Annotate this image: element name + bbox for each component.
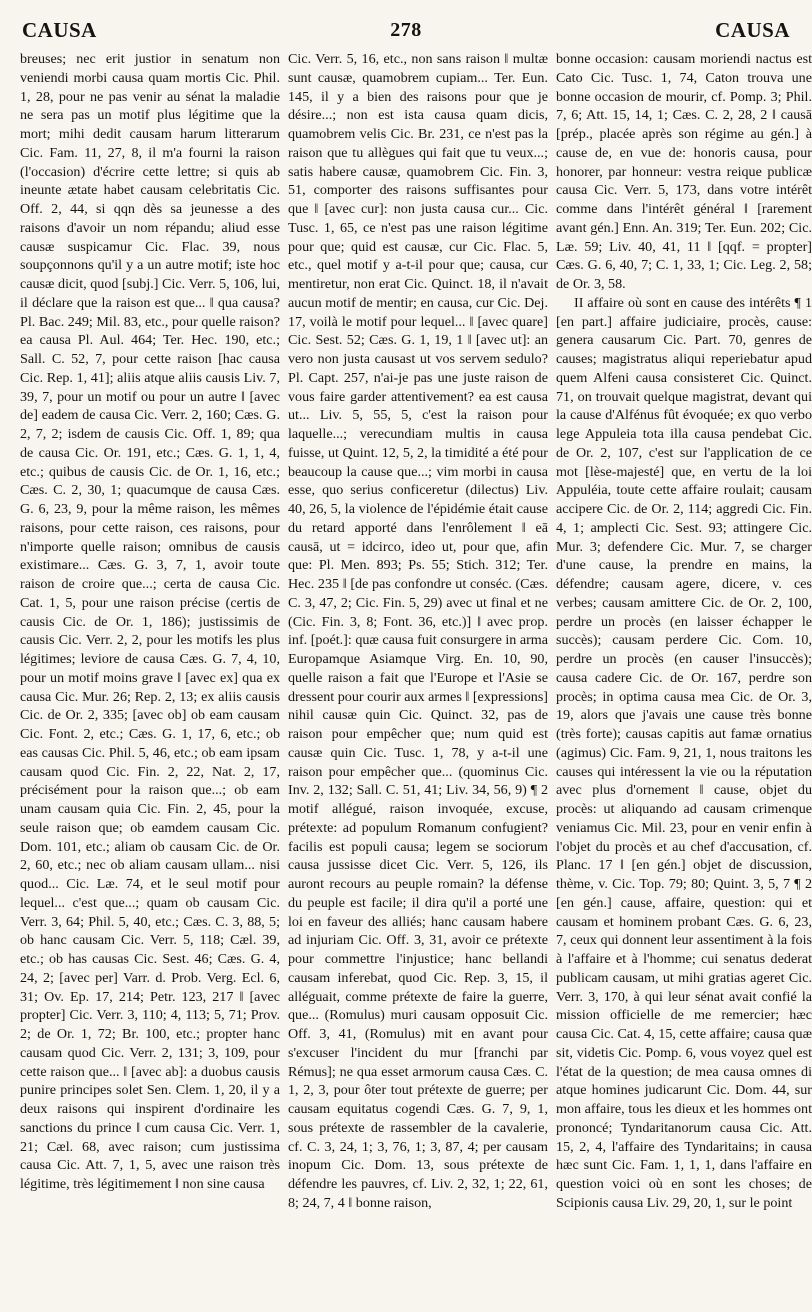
left-headword: CAUSA xyxy=(22,17,97,42)
column-3-paragraph: bonne occasion: causam moriendi nactus est Cato Cic. Tusc. 1, 74, Caton trouva une bonne occasion de mourir, cf. Pomp. 3; Phil. 7, 6; Att. 15, 14, 1; Cæs. C. 2, 28, 2 ‖ causā [prép., placée après son régime au gén.] à cause de, en vue de: honoris causa, pour honorer, par honneur: vestra reique publicæ causa Cic. Verr. 5, 173, dans votre intérêt comme dans l'intérêt général ‖ [rarement avant gén.] Enn. An. 319; Ter. Eun. 202; Cic. Læ. 59; Liv. 40, 41, 11 ‖ [qqf. = propter] Cæs. G. 6, 40, 7; C. 1, 33, 1; Cic. Leg. 2, 58; de Or. 3, 58. xyxy=(556,51,812,292)
column-1-text: breuses; nec erit justior in senatum non veniendi morbi causa quam mortis Cic. Phil. 1, 28, pour ne pas venir au sénat la maladie ne sera pas un motif plus légitime que la mort; mihi dedit causam harum litterarum Cic. Fam. 11, 27, 8, il m'a fourni la raison (l'occasion) d'écrire cette lettre; si quis ab ineunte ætate habet causam celebritatis Cic. Off. 2, 44, si qqn dès sa jeunesse a des raisons d'avoir un nom répandu; aliud esse causæ suspicamur Cic. Flac. 39, nous soupçonnons qu'il y a un autre motif; iste hoc causæ dicit, quod [subj.] Cic. Verr. 5, 106, lui, il déclare que la raison est que... ‖ qua causa? Pl. Bac. 249; Mil. 83, etc., pour quelle raison? ea causa Pl. Aul. 464; Ter. Hec. 190, etc.; Sall. C. 52, 7, pour cette raison [hac causa Cic. Rep. 1, 41]; aliis atque aliis causis Liv. 7, 39, 7, pour un motif ou pour un autre ‖ [avec de] eadem de causa Cic. Verr. 2, 160; Cæs. G. 2, 7, 2; isdem de causis Cic. Off. 1, 89; qua de causa Cic. Or. 191, etc.; Cæs. G. 1, 1, 4, etc.; quibus de causis Cic. de Or. 1, 16, etc.; Cæs. C. 2, 30, 1; quacumque de causa Cæs. G. 6, 23, 9, pour la même raison, les mêmes raisons, pour cette raison, ces raisons, pour n'importe quelle raison; omnibus de causis existimare... Cæs. G. 3, 7, 1, avoir toute raison de croire que...; certa de causa Cic. Cat. 1, 5, pour une raison précise (certis de causis Cic. de Or. 1, 186); justissimis de causis Cic. Verr. 2, 2, pour les motifs les plus légitimes; leviore de causa Cæs. G. 7, 4, 10, pour un motif moins grave ‖ [avec ex] qua ex causa Cic. Mur. 26; Rep. 2, 13; ex aliis causis Cic. de Or. 2, 335; [avec ob] ob eam causam Cic. Font. 2, etc.; Cæs. G. 1, 17, 6, etc.; ob eas causas Cic. Phil. 5, 46, etc.; ob eam ipsam causam quod Cic. Fin. 2, 22, Nat. 2, 17, précisément pour la raison que...; ob eam unam causam quia Cic. Fin. 2, 45, pour la seule raison que; ob eamdem causam Cic. Dom. 101, etc.; aliam ob causam Cic. de Or. 2, 60, etc.; nec ob aliam causam ullam... nisi quod... Cic. Læ. 74, et le seul motif pour lequel... c'est que...; quam ob causam Cic. Verr. 3, 64; Phil. 5, 40, etc.; Cæs. C. 3, 88, 5; ob hanc causam Cic. Verr. 5, 118; Cæl. 39, etc.; ob has causas Cic. Sest. 46; Cæs. G. 4, 24, 2; [avec per] Varr. d. Prob. Verg. Ecl. 6, 31; Ov. Ep. 17, 214; Petr. 123, 217 ‖ [avec propter] Cic. Verr. 3, 110; 4, 113; 5, 71; Prov. 2; de Or. 1, 72; Br. 100, etc.; propter hanc causam quod Cic. Verr. 2, 131; 3, 109, pour cette raison que... ‖ [avec ab]: a duobus causis punire principes solet Sen. Clem. 1, 20, il y a deux raisons qui inspirent d'ordinaire les sanctions du prince ‖ cum causa Cic. Verr. 1, 21; Cæl. 68, avec raison; cum justissima causa Cic. Att. 7, 1, 5, avec une raison très légitime, très légitimement ‖ non sine causa xyxy=(20,51,280,1192)
text-columns xyxy=(20,50,812,1302)
column-1 xyxy=(20,50,280,1302)
column-2-text: Cic. Verr. 5, 16, etc., non sans raison ‖ multæ sunt causæ, quamobrem cupiam... Ter. Eun. 145, il y a bien des raisons pour que je désire...; non est ista causa quam dicis, quamobrem velis Cic. Br. 231, ce n'est pas la raison que tu allègues qui fait que tu veux...; satis habere causæ, quamobrem Cic. Fin. 3, 51, comporter des raisons suffisantes pour que ‖ [avec cur]: non justa causa cur... Cic. Tusc. 1, 65, ce n'est pas une raison légitime pour que; quid est causæ, cur Cic. Flac. 5, etc., quel motif y a-t-il pour que; causa, cur mentiretur, non erat Cic. Quinct. 18, il n'avait aucun motif de mentir; en causa, cur Cic. Dej. 17, voilà le motif pour lequel... ‖ [avec quare] Cic. Sest. 52; Cæs. G. 1, 19, 1 ‖ [avec ut]: an vero non justa causast ut vos servem sedulo? Pl. Capt. 257, n'ai-je pas une juste raison de vous faire garder attentivement? ea est causa ut... Liv. 5, 55, 5, c'est la raison pour laquelle...; verecundiam multis in causa fuisse, ut Quint. 12, 5, 2, la timidité a été pour beaucoup la cause que...; vim morbi in causa esse, quo serius conficeretur (dilectus) Liv. 40, 26, 5, la violence de l'épidémie était cause du retard apporté dans l'enrôlement ‖ eā causā, ut = idcirco, ideo ut, pour que, afin que: Pl. Men. 893; Ps. 55; Stich. 312; Ter. Hec. 235 ‖ [de pas confondre ut conséc. (Cæs. C. 3, 47, 2; Cic. Fin. 5, 29) avec ut final et ne (Cic. Fin. 3, 8; Font. 36, etc.)] ‖ avec prop. inf. [poét.]: quæ causa fuit consurgere in arma Europamque Asiamque Virg. En. 10, 90, quelle raison a fait que l'Europe et l'Asie se dressent pour courir aux armes ‖ [expressions] nihil causæ quin Cic. Quinct. 32, pas de raison pour empêcher que; num quid est causæ quin Cic. Tusc. 1, 78, y a-t-il une raison pour empêcher que... (quominus Cic. Inv. 2, 132; Sall. C. 51, 41; Liv. 34, 56, 9) ¶ 2 motif allégué, raison invoquée, excuse, prétexte: ad populum Romanum confugient? facilis est populi causa; legem se sociorum causa jussisse dicet Cic. Verr. 5, 126, ils auront recours au peuple romain? la défense du peuple est facile; il dira qu'il a porté une loi en faveur des alliés; hanc causam habere ad injuriam Cic. Off. 3, 31, avoir ce prétexte pour commettre l'injustice; hanc bellandi causam inferebat, quod Cic. Rep. 3, 15, il alléguait, comme prétexte de faire la guerre, que... (Romulus) muri causam opposuit Cic. Off. 3, 41, (Romulus) mit en avant pour s'excuser l'incident du mur [franchi par Rémus]; ne qua esset armorum causa Cæs. C. 1, 2, 3, pour ôter tout prétexte de guerre; per causam equitatus cogendi Cæs. G. 7, 9, 1, sous prétexte de rassembler de la cavalerie, cf. C. 3, 24, 1; 3, 76, 1; 3, 87, 4; per causam inopum Cic. Dom. 13, sous prétexte de défendre les pauvres, cf. Liv. 2, 32, 1; 22, 61, 8; 24, 7, 4 ‖ bonne raison, xyxy=(288,51,548,1211)
page-header xyxy=(22,14,790,46)
column-3-text xyxy=(556,50,812,1213)
column-3-paragraph: II affaire où sont en cause des intérêts ¶ 1 [en part.] affaire judiciaire, procès, cause: genera causarum Cic. Part. 70, genres de causes; magistratus aliqui reperiebatur apud quem Alfeni causa consisteret Cic. Quinct. 71, on trouvait quelque magistrat, devant qui la cause d'Alfénus fût évoquée; ex quo verbo lege Appuleia tota illa causa pendebat Cic. de Or. 2, 107, c'est sur l'application de ce mot [lèse-majesté] que, en vertu de la loi Appuléia, toute cette affaire roulait; causam accipere Cic. de Or. 2, 114; aggredi Cic. Fin. 4, 1; amplecti Cic. Sest. 93; attingere Cic. Mur. 3; defendere Cic. Mur. 7, se charger d'une cause, la prendre en mains, la défendre; causam agere, dicere, v. ces verbes; causam amittere Cic. de Or. 2, 100, perdre un procès (en laisser échapper le succès); causam perdere Cic. Com. 10, perdre un procès (en causer l'insuccès); causa cadere Cic. de Or. 167, perdre son procès; in optima causa mea Cic. de Or. 3, 19, alors que j'avais une cause très bonne (très forte); causas capitis aut famæ ornatius (agimus) Cic. Fam. 9, 21, 1, nous traitons les causes qui intéressent la vie ou la réputation avec plus d'ornement ‖ cause, objet du procès: ut aliquando ad causam crimenque veniamus Cic. Mil. 23, pour en venir enfin à l'objet du procès et au chef d'accusation, cf. Planc. 17 ‖ [en gén.] objet de discussion, thème, v. Cic. Top. 79; 80; Quint. 3, 5, 7 ¶ 2 [en gén.] cause, affaire, question: qui et causam et hominem probant Cæs. G. 6, 23, 7, ceux qui donnent leur assentiment à la fois à l'affaire et à l'homme; cui senatus dederat publicam causam, ut mihi gratias ageret Cic. Verr. 3, 170, à qui leur sénat avait confié la mission officielle de me remercier; hæc causa Cic. Cat. 4, 15, cette affaire; causa quæ sit, videtis Cic. Pomp. 6, vous voyez quel est l'état de la question; de mea causa omnes di atque homines judicarunt Cic. Dom. 44, sur mon affaire, tous les dieux et les hommes ont prononcé; Tyndaritanorum causa Cic. Att. 15, 2, 4, l'affaire des Tyndaritains; in causa hæc sunt Cic. Fam. 1, 1, 1, dans l'affaire en question voici où en sont les choses; de Scipionis causa Liv. 29, 20, 1, sur le point xyxy=(556,294,812,1211)
column-3 xyxy=(556,50,812,1302)
page-number: 278 xyxy=(390,18,422,41)
column-2 xyxy=(288,50,548,1302)
right-headword: CAUSA xyxy=(715,17,790,42)
